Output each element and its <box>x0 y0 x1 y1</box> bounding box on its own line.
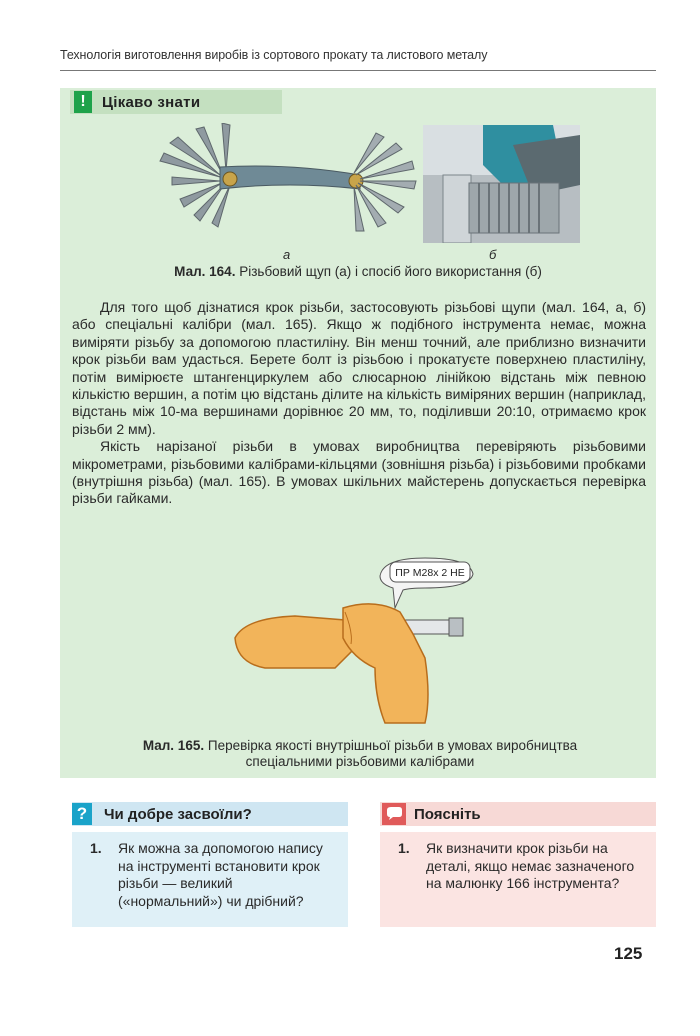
caption-line: спеціальними різьбовими калібрами <box>245 754 475 769</box>
info-tag <box>70 90 282 114</box>
running-header: Технологія виготовлення виробів із сортового прокату та листового металу <box>60 48 488 62</box>
explain-title: Поясніть <box>414 805 481 823</box>
caption-number: Мал. 165. <box>142 738 205 753</box>
item-text: Як можна за допомогою напису на інструменті встановити крок різьби — великий («нормальний») чи дрібний? <box>118 840 323 909</box>
questions-body <box>72 832 348 927</box>
plug-gauge-illustration <box>225 548 510 728</box>
exclamation-icon: ! <box>74 91 92 113</box>
explain-box <box>380 802 656 927</box>
figure-164-caption <box>60 264 656 279</box>
question-icon: ? <box>72 803 92 825</box>
explain-header <box>380 802 656 826</box>
questions-box <box>72 802 348 927</box>
questions-header <box>72 802 348 826</box>
caption-line: Перевірка якості внутрішньої різьби в умовах виробництва <box>207 738 578 753</box>
figure-165-caption <box>100 738 620 770</box>
gauge-usage-photo <box>423 125 580 243</box>
caption-number: Мал. 164. <box>174 264 236 279</box>
item-text: Як визначити крок різьби на деталі, якщо немає зазначеного на малюнку 166 інструмента? <box>426 840 635 891</box>
figure-label-a: а <box>283 247 291 262</box>
explain-body <box>380 832 656 927</box>
item-number: 1. <box>90 840 102 856</box>
header-rule <box>60 70 656 71</box>
page-number: 125 <box>614 944 643 963</box>
paragraph: Якість нарізаної різьби в умовах виробництва перевіряють різьбовими мікрометрами, різьбовими калібрами-кільцями (зовнішня різьба) і різьбовими пробками (внутрішня різьба) (мал. 165). В умовах шкільних майстерень допускається перевірка різьби гайками. <box>72 438 646 507</box>
questions-title: Чи добре засвоїли? <box>104 805 252 823</box>
paragraph: Для того щоб дізнатися крок різьби, застосовують різьбові щупи (мал. 164, а, б) або спеціальні калібри (мал. 165). Якщо ж подібного інструмента немає, можна виміряти різьбу за допомогою пластиліну. Він менш точний, але приблизно визначити крок різьби вам удасться. Берете болт із різьбою і прокатуєте поверхнею пластиліну, потім вимірюєте штангенциркулем або слюсарною лінійкою відстань між певною кількістю вершин, а потім цю відстань ділите на кількість виміряних вершин (наприклад, відстань між 10-ма вершинами дорівнює 20 мм, то, поділивши 20:10, отримаємо крок різьби 2 мм). <box>72 299 646 437</box>
info-title: Цікаво знати <box>102 93 201 111</box>
figure-label-b: б <box>489 247 497 262</box>
item-number: 1. <box>398 840 410 856</box>
body-text <box>72 299 646 508</box>
speech-bubble-icon <box>382 803 406 825</box>
caption-text: Різьбовий щуп (а) і спосіб його використання (б) <box>239 264 542 279</box>
gauge-label: ПР М28х 2 НЕ <box>395 567 465 579</box>
thread-gauge-image <box>150 123 420 243</box>
